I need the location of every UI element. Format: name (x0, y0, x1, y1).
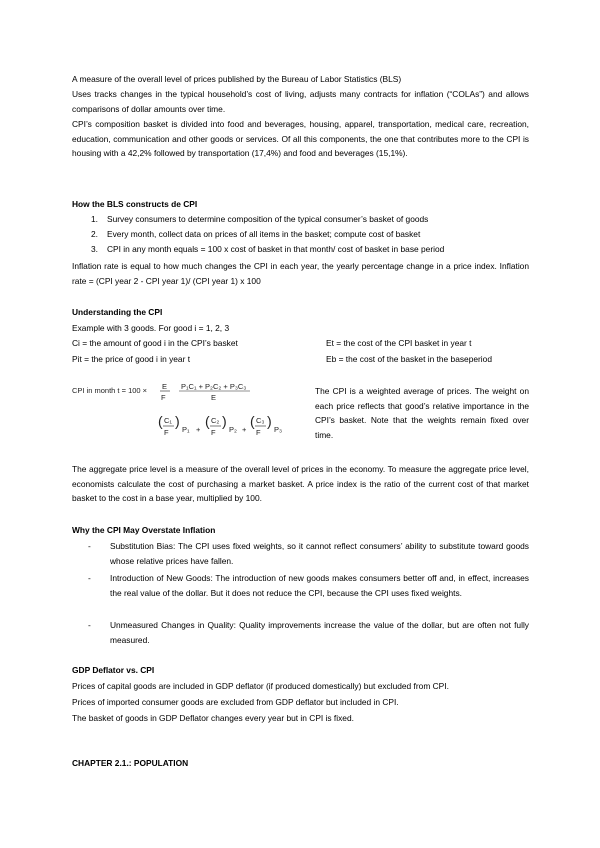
formula-denominator: E (211, 393, 217, 402)
plus-2: + (242, 425, 247, 434)
bullet-quality-changes: - Unmeasured Changes in Quality: Quality improvements increase the value of the dollar, but are often not fully measured. (88, 620, 529, 645)
intro-uses-paragraph: Uses tracks changes in the typical household’s cost of living, adjusts many contracts for inflation (“COLAs”) and allows comparisons of dollar amounts over time. (72, 89, 529, 114)
weighted-average-paragraph: The CPI is a weighted average of prices. The weight on each price reflects that good’s relative importance in the CPI’s basket. Note that the weights remain fixed over time. (315, 386, 529, 440)
term2-c: C₂ (211, 416, 220, 425)
term1-f: F (164, 428, 169, 437)
term3-c: C₃ (256, 416, 265, 425)
paren-close-2: ) (222, 413, 227, 429)
understanding-heading: Understanding the CPI (72, 307, 163, 317)
gdp-line-3: The basket of goods in GDP Deflator changes every year but in CPI is fixed. (72, 713, 354, 723)
intro-basket-paragraph: CPI’s composition basket is divided into food and beverages, housing, apparel, transportation, medical care, recreation, education, communication and other goods or services. Of all this components, the one that contributes more to the CPI is housing with a 42,2% followed by transportation (17,4%) and food and beverages (15,1%). (72, 119, 529, 158)
definition-et: Et = the cost of the CPI basket in year t (326, 338, 472, 348)
gdp-heading: GDP Deflator vs. CPI (72, 665, 155, 675)
cpi-formula-graphic (72, 380, 312, 470)
bls-step-3: 3. CPI in any month equals = 100 x cost of basket in that month/ cost of basket in base period (91, 244, 445, 254)
inflation-rate-paragraph: Inflation rate is equal to how much changes the CPI in each year, the yearly percentage change in a price index. Inflation rate = (CPI year 2 - CPI year 1)/ (CPI year 1) x 100 (72, 261, 529, 286)
term1-p: P₁ (182, 425, 190, 434)
formula-lhs: CPI in month t = 100 × (72, 386, 148, 395)
term1-c: C₁ (164, 416, 172, 425)
overstate-heading: Why the CPI May Overstate Inflation (72, 525, 216, 535)
chapter-heading: CHAPTER 2.1.: POPULATION (72, 758, 189, 768)
gdp-line-1: Prices of capital goods are included in GDP deflator (if produced domestically) but excluded from CPI. (72, 681, 449, 691)
paren-open-3: ( (250, 413, 255, 429)
bullet-substitution-bias: - Substitution Bias: The CPI uses fixed weights, so it cannot reflect consumers’ ability to substitute toward goods whose relative prices have fallen. (88, 541, 529, 566)
example-line: Example with 3 goods. For good i = 1, 2, 3 (72, 323, 230, 333)
paren-close-3: ) (267, 413, 272, 429)
definition-pit: Pit = the price of good i in year t (72, 354, 191, 364)
bullet-new-goods: - Introduction of New Goods: The introduction of new goods makes consumers better off and, in effect, increases the real value of the dollar. But it does not reduce the CPI, because the CPI uses fixed weights. (88, 573, 529, 598)
bls-heading: How the BLS constructs de CPI (72, 199, 198, 209)
bls-step-2: 2. Every month, collect data on prices of all items in the basket; compute cost of basket (91, 229, 421, 239)
definition-eb: Eb = the cost of the basket in the baseperiod (326, 354, 492, 364)
gdp-line-2: Prices of imported consumer goods are excluded from GDP deflator but included in CPI. (72, 697, 399, 707)
paren-open-2: ( (205, 413, 210, 429)
formula-e-top: E (162, 382, 168, 391)
definition-ci: Ci = the amount of good i in the CPI’s basket (72, 338, 238, 348)
formula-f-bottom: F (161, 393, 166, 402)
plus-1: + (196, 425, 201, 434)
cpi-formula (72, 380, 312, 470)
paren-close-1: ) (175, 413, 180, 429)
intro-definition: A measure of the overall level of prices published by the Bureau of Labor Statistics (BLS) (72, 74, 402, 84)
aggregate-price-paragraph: The aggregate price level is a measure of the overall level of prices in the economy. To measure the aggregate price level, economists calculate the cost of purchasing a market basket. A price index is the ratio of the current cost of that market basket to the cost in a base year, multiplied by 100. (72, 464, 529, 503)
term3-f: F (256, 428, 261, 437)
paren-open-1: ( (158, 413, 163, 429)
bls-step-1: 1. Survey consumers to determine composition of the typical consumer’s basket of goods (91, 214, 429, 224)
term2-f: F (211, 428, 216, 437)
formula-numerator: P₁C₁ + P₂C₂ + P₃C₃ (181, 382, 247, 391)
term2-p: P₂ (229, 425, 237, 434)
term3-p: P₃ (274, 425, 283, 434)
